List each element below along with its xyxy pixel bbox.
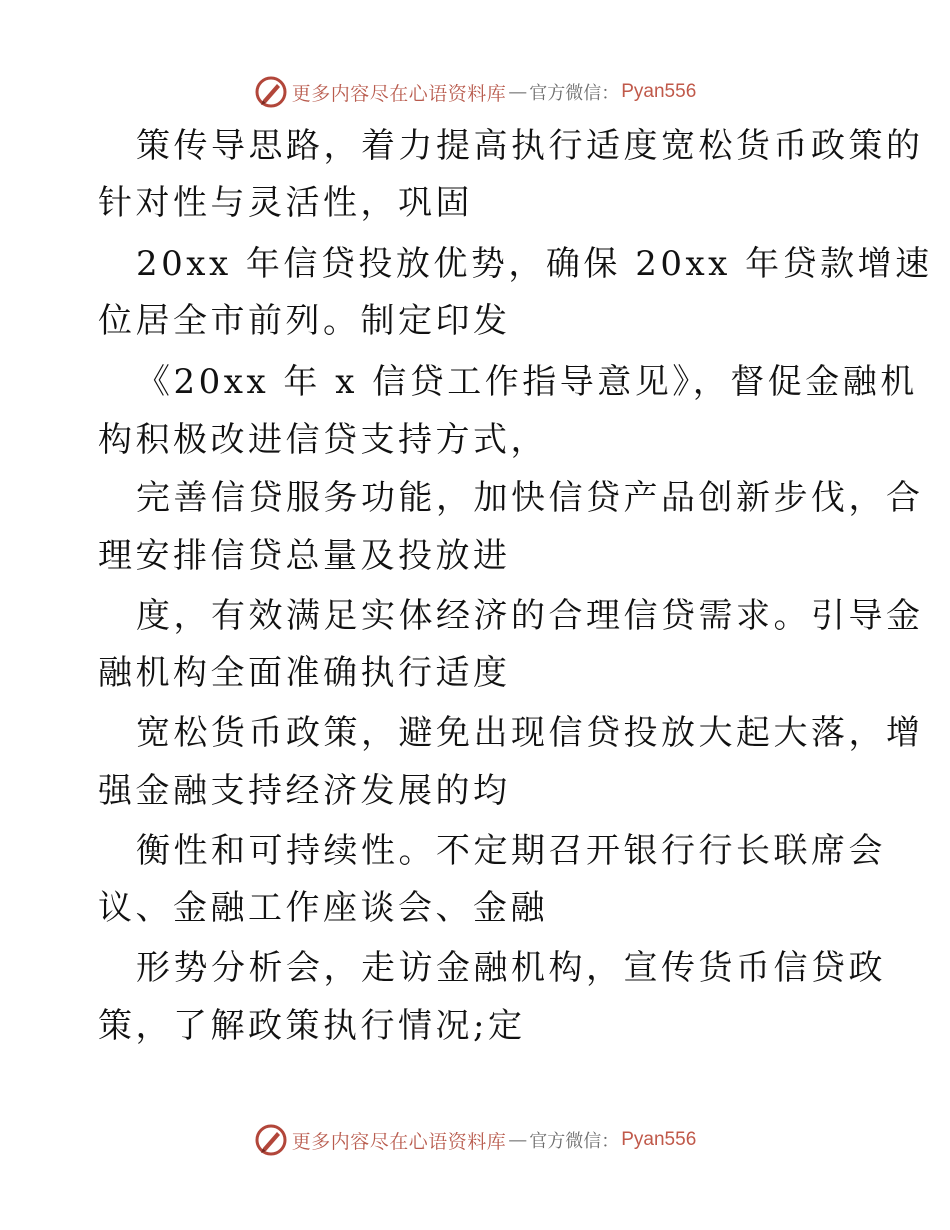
pen-logo-icon — [254, 1123, 288, 1157]
body-line: 宽松货币政策，避免出现信贷投放大起大落，增 — [136, 713, 924, 753]
body-line: 针对性与灵活性，巩固 — [98, 183, 473, 223]
body-line: 策传导思路，着力提高执行适度宽松货币政策的 — [136, 126, 924, 166]
header-banner — [0, 72, 950, 112]
header-separator: — — [508, 81, 528, 103]
footer-separator: — — [508, 1129, 528, 1151]
body-line: 完善信贷服务功能，加快信贷产品创新步伐，合 — [136, 478, 924, 518]
body-line: 策，了解政策执行情况;定 — [98, 1006, 526, 1046]
body-line: 融机构全面准确执行适度 — [98, 653, 511, 693]
body-line: 衡性和可持续性。不定期召开银行行长联席会 — [136, 831, 886, 871]
body-line: 位居全市前列。制定印发 — [98, 301, 511, 341]
body-line: 议、金融工作座谈会、金融 — [98, 888, 548, 928]
footer-wechat-id: Pyan556 — [621, 1129, 697, 1150]
footer-wechat-label: 官方微信： — [529, 1131, 620, 1152]
pen-logo-icon — [254, 75, 288, 109]
body-line: 度，有效满足实体经济的合理信贷需求。引导金 — [136, 596, 924, 636]
body-line: 构积极改进信贷支持方式， — [98, 420, 548, 460]
body-line: 《20xx 年 x 信贷工作指导意见》，督促金融机 — [136, 362, 918, 402]
body-line: 形势分析会，走访金融机构，宣传货币信贷政 — [136, 948, 886, 988]
body-line: 20xx 年信贷投放优势，确保 20xx 年贷款增速 — [136, 244, 933, 284]
footer-banner — [0, 1120, 950, 1160]
header-title: 更多内容尽在心语资料库 — [291, 82, 507, 105]
body-line: 强金融支持经济发展的均 — [98, 771, 511, 811]
body-line: 理安排信贷总量及投放进 — [98, 536, 511, 576]
header-wechat-label: 官方微信： — [529, 83, 620, 104]
footer-title: 更多内容尽在心语资料库 — [291, 1130, 507, 1153]
header-wechat-id: Pyan556 — [621, 81, 697, 102]
